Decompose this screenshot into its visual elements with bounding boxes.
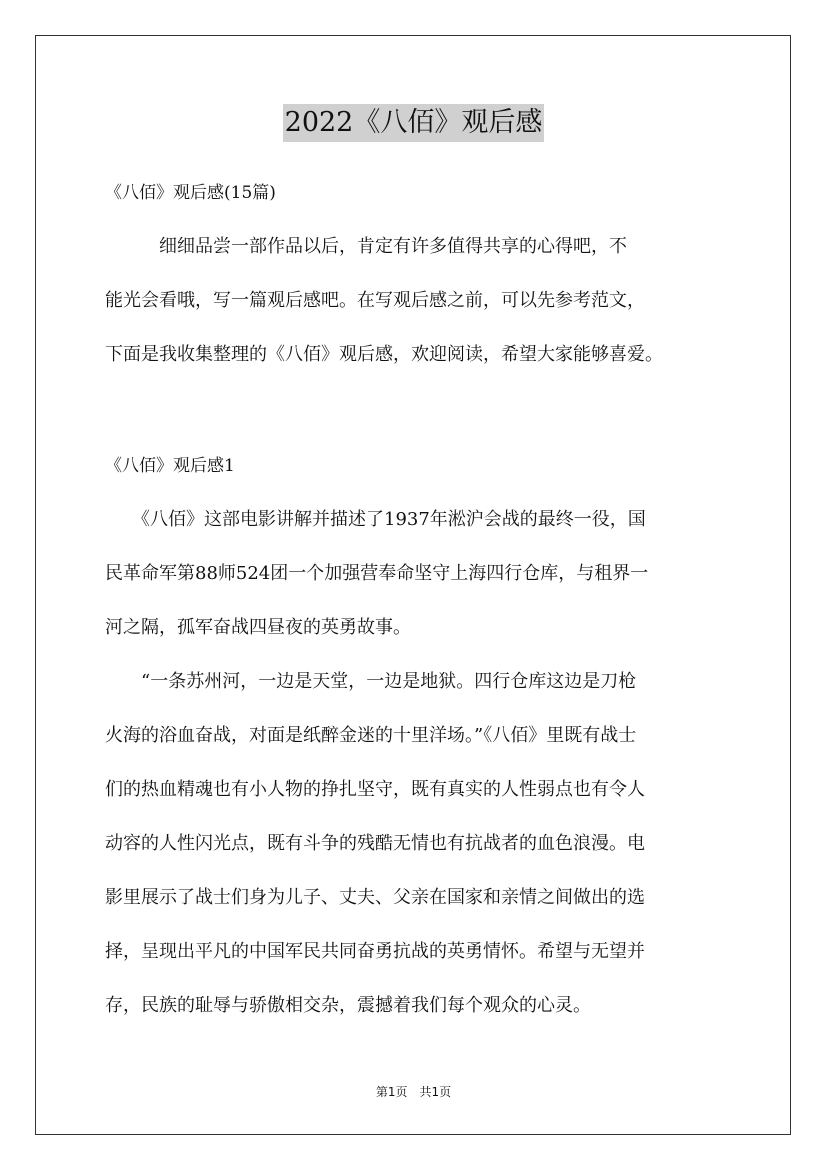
document-title-container xyxy=(0,104,827,142)
document-title: 2022《八佰》观后感 xyxy=(283,104,545,142)
paragraph-line: 存，民族的耻辱与骄傲相交杂，震撼着我们每个观众的心灵。 xyxy=(105,995,591,1016)
section-heading: 《八佰》观后感1 xyxy=(105,456,235,476)
document-subtitle: 《八佰》观后感(15篇) xyxy=(105,183,276,203)
paragraph-line: 火海的浴血奋战，对面是纸醉金迷的十里洋场。”《八佰》里既有战士 xyxy=(105,725,637,746)
intro-line: 细细品尝一部作品以后，肯定有许多值得共享的心得吧，不 xyxy=(105,236,627,257)
paragraph-line: 影里展示了战士们身为儿子、丈夫、父亲在国家和亲情之间做出的选 xyxy=(105,887,645,908)
paragraph-line: 《八佰》这部电影讲解并描述了1937年淞沪会战的最终一役，国 xyxy=(105,509,646,530)
paragraph-line: 们的热血精魂也有小人物的挣扎坚守，既有真实的人性弱点也有令人 xyxy=(105,779,645,800)
page-footer: 第1页 共1页 xyxy=(375,1085,452,1099)
paragraph-line: 河之隔，孤军奋战四昼夜的英勇故事。 xyxy=(105,617,411,638)
paragraph-line: 择，呈现出平凡的中国军民共同奋勇抗战的英勇情怀。希望与无望并 xyxy=(105,941,645,962)
intro-line: 下面是我收集整理的《八佰》观后感，欢迎阅读，希望大家能够喜爱。 xyxy=(105,344,663,365)
paragraph-line: 动容的人性闪光点，既有斗争的残酷无情也有抗战者的血色浪漫。电 xyxy=(105,833,645,854)
paragraph-line: 民革命军第88师524团一个加强营奉命坚守上海四行仓库，与租界一 xyxy=(105,563,649,584)
paragraph-line: “一条苏州河，一边是天堂，一边是地狱。四行仓库这边是刀枪 xyxy=(105,671,637,692)
intro-line: 能光会看哦，写一篇观后感吧。在写观后感之前，可以先参考范文， xyxy=(105,290,645,311)
